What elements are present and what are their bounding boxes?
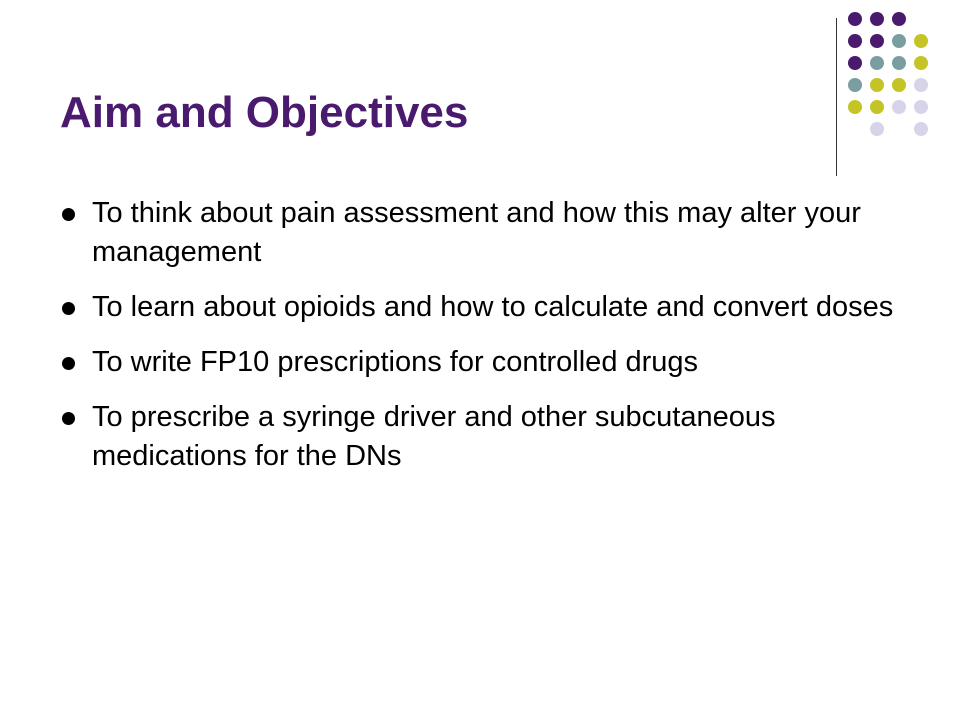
decorative-dot-purple (848, 56, 862, 70)
title-divider-line (836, 18, 837, 176)
decorative-dot-teal (892, 56, 906, 70)
list-item (62, 288, 902, 327)
decorative-dot-purple (870, 34, 884, 48)
list-item-text: To prescribe a syringe driver and other subcutaneous medications for the DNs (92, 401, 776, 472)
list-item-text: To think about pain assessment and how this may alter your management (92, 197, 861, 268)
bullet-icon (62, 208, 75, 221)
list-item (62, 194, 902, 272)
bullet-icon (62, 412, 75, 425)
list-item (62, 398, 902, 476)
decorative-dot-lavender (914, 100, 928, 114)
decorative-dot-purple (892, 12, 906, 26)
list-item-text: To learn about opioids and how to calculate and convert doses (92, 291, 894, 323)
objectives-list (62, 194, 902, 492)
decorative-dot-olive (914, 34, 928, 48)
decorative-dot-olive (892, 78, 906, 92)
bullet-icon (62, 357, 75, 370)
decorative-dot-olive (870, 100, 884, 114)
decorative-dot-teal (848, 78, 862, 92)
decorative-dot-olive (870, 78, 884, 92)
decorative-dot-teal (892, 34, 906, 48)
decorative-dot-purple (870, 12, 884, 26)
decorative-dot-lavender (914, 122, 928, 136)
bullet-icon (62, 302, 75, 315)
slide-title: Aim and Objectives (60, 88, 469, 137)
decorative-dot-lavender (914, 78, 928, 92)
decorative-dot-grid (848, 12, 938, 156)
decorative-dot-purple (848, 12, 862, 26)
decorative-dot-olive (914, 56, 928, 70)
list-item (62, 343, 902, 382)
decorative-dot-lavender (892, 100, 906, 114)
list-item-text: To write FP10 prescriptions for controlled drugs (92, 346, 699, 378)
decorative-dot-lavender (870, 122, 884, 136)
decorative-dot-olive (848, 100, 862, 114)
decorative-dot-teal (870, 56, 884, 70)
decorative-dot-purple (848, 34, 862, 48)
